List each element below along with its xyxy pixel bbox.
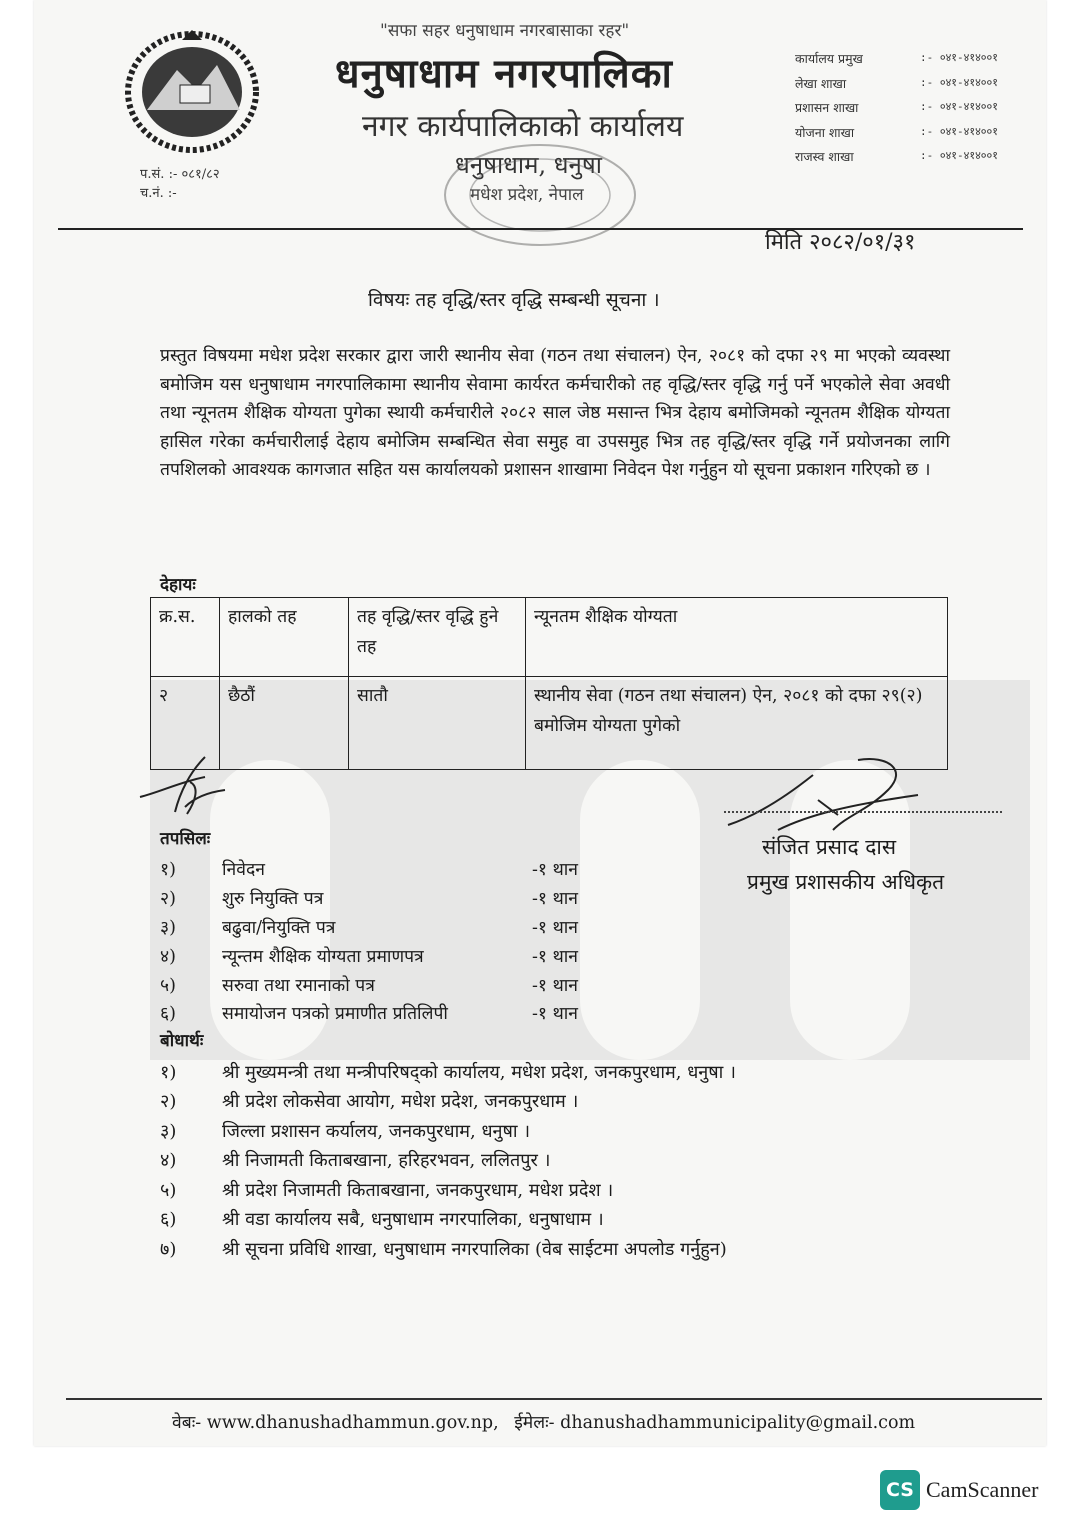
- dehay-label: देहायः: [160, 575, 196, 595]
- table-header: हालको तह: [220, 598, 349, 677]
- camscanner-logo: [880, 1470, 1038, 1510]
- contact-list: [795, 50, 1040, 173]
- contact-row: कार्यालय प्रमुख :- ०४१-४१४००१: [795, 51, 998, 66]
- table-cell: स्थानीय सेवा (गठन तथा संचालन) ऐन, २०८१ को दफा २९(२) बमोजिम योग्यता पुगेको: [526, 677, 948, 770]
- list-item: ५) सरुवा तथा रमानाको पत्र -१ थान: [160, 975, 579, 996]
- initials-signature: [135, 752, 235, 827]
- subject-line: विषयः तह वृद्धि/स्तर वृद्धि सम्बन्धी सूचना ।: [368, 289, 660, 311]
- list-item: ७) श्री सूचना प्रविधि शाखा, धनुषाधाम नगरपालिका (वेब साईटमा अपलोड गर्नुहुन): [160, 1238, 727, 1260]
- camscanner-label: CamScanner: [926, 1477, 1039, 1502]
- page-title: धनुषाधाम नगरपालिका: [335, 50, 673, 97]
- ref-number: प.सं. :- ०८१/८२: [140, 167, 220, 182]
- footer: [172, 1410, 925, 1434]
- tapsil-heading: तपसिलः: [160, 829, 211, 849]
- footer-website: वेबः- www.dhanushadhammun.gov.np,: [172, 1413, 499, 1433]
- contact-row: योजना शाखा :- ०४१-४१४००१: [795, 124, 998, 140]
- officer-signature: [718, 755, 928, 845]
- contact-row: राजस्व शाखा :- ०४१-४१४००१: [795, 149, 998, 164]
- office-city: धनुषाधाम, धनुषा: [455, 151, 602, 179]
- list-item: ३) बढुवा/नियुक्ति पत्र -१ थान: [160, 917, 579, 938]
- camscanner-icon: CS: [880, 1470, 920, 1510]
- grade-table: [150, 597, 948, 770]
- bodhartha-list: [160, 1057, 736, 1264]
- list-item: ४) न्यून्तम शैक्षिक योग्यता प्रमाणपत्र -१ थान: [160, 946, 579, 967]
- list-item: १) निवेदन -१ थान: [160, 860, 579, 881]
- office-province: मधेश प्रदेश, नेपाल: [470, 185, 584, 205]
- reference-numbers: [140, 165, 220, 203]
- contact-row: लेखा शाखा :- ०४१-४१४००१: [795, 75, 998, 91]
- list-item: ६) समायोजन पत्रको प्रमाणीत प्रतिलिपी -१ थान: [160, 1004, 579, 1025]
- table-header: तह वृद्धि/स्तर वृद्धि हुने तह: [349, 598, 526, 677]
- table-header: न्यूनतम शैक्षिक योग्यता: [526, 598, 948, 677]
- list-item: ३) जिल्ला प्रशासन कर्यालय, जनकपुरधाम, धनुषा ।: [160, 1120, 531, 1142]
- footer-divider: [66, 1398, 1042, 1400]
- table-header: क्र.स.: [151, 598, 220, 677]
- letter-date: मिति २०८२/०१/३१: [765, 230, 916, 255]
- list-item: ४) श्री निजामती किताबखाना, हरिहरभवन, ललितपुर ।: [160, 1150, 551, 1172]
- signature-line: [724, 811, 1002, 813]
- list-item: ५) श्री प्रदेश निजामती किताबखाना, जनकपुरधाम, मधेश प्रदेश ।: [160, 1179, 614, 1201]
- list-item: ६) श्री वडा कार्यालय सबै, धनुषाधाम नगरपालिका, धनुषाधाम ।: [160, 1209, 604, 1231]
- tapsil-list: [160, 855, 578, 1028]
- signatory-name: संजित प्रसाद दास: [762, 835, 897, 859]
- notice-body: प्रस्तुत विषयमा मधेश प्रदेश सरकार द्वारा जारी स्थानीय सेवा (गठन तथा संचालन) ऐन, २०८१ को दफा २९ मा भएको व्यवस्था बमोजिम यस धनुषाधाम नगरपालिकामा स्थानीय सेवामा कार्यरत कर्मचारीको तह वृद्धि/स्तर वृद्धि गर्नु पर्ने भएकोले सेवा अवधी तथा न्यूनतम शैक्षिक योग्यता पुगेका स्थायी कर्मचारीले २०८२ साल जेष्ठ मसान्त भित्र देहाय बमोजिमको न्यूनतम शैक्षिक योग्यता हासिल गरेका कर्मचारीलाई देहाय बमोजिम सम्बन्धित सेवा समुह वा उपसमुह भित्र तह वृद्धि/स्तर वृद्धि गर्ने प्रयोजनका लागि तपशिलको आवश्यक कागजात सहित यस कार्यालयको प्रशासन शाखामा निवेदन पेश गर्नुहुन यो सूचना प्रकाशन गरिएको छ ।: [160, 346, 950, 480]
- dispatch-number: च.नं. :-: [140, 186, 177, 201]
- list-item: १) श्री मुख्यमन्त्री तथा मन्त्रीपरिषद्को कार्यालय, मधेश प्रदेश, जनकपुरधाम, धनुषा ।: [160, 1061, 736, 1083]
- office-stamp: [440, 140, 640, 250]
- list-item: २) श्री प्रदेश लोकसेवा आयोग, मधेश प्रदेश, जनकपुरधाम ।: [160, 1091, 579, 1113]
- contact-row: प्रशासन शाखा :- ०४१-४१४००१: [795, 100, 998, 115]
- bodhartha-heading: बोधार्थः: [160, 1031, 204, 1051]
- municipality-emblem: [122, 30, 262, 155]
- table-cell: सातौ: [349, 677, 526, 770]
- table-cell: छैठौं: [220, 677, 349, 770]
- slogan: "सफा सहर धनुषाधाम नगरबासाका रहर": [380, 21, 630, 41]
- table-header-row: [151, 598, 948, 677]
- table-cell: २: [151, 677, 220, 770]
- office-subtitle: नगर कार्यपालिकाको कार्यालय: [362, 109, 684, 144]
- footer-email: ईमेलः- dhanushadhammunicipality@gmail.com: [514, 1413, 916, 1433]
- list-item: २) शुरु नियुक्ति पत्र -१ थान: [160, 889, 579, 910]
- signatory-title: प्रमुख प्रशासकीय अधिकृत: [747, 870, 945, 894]
